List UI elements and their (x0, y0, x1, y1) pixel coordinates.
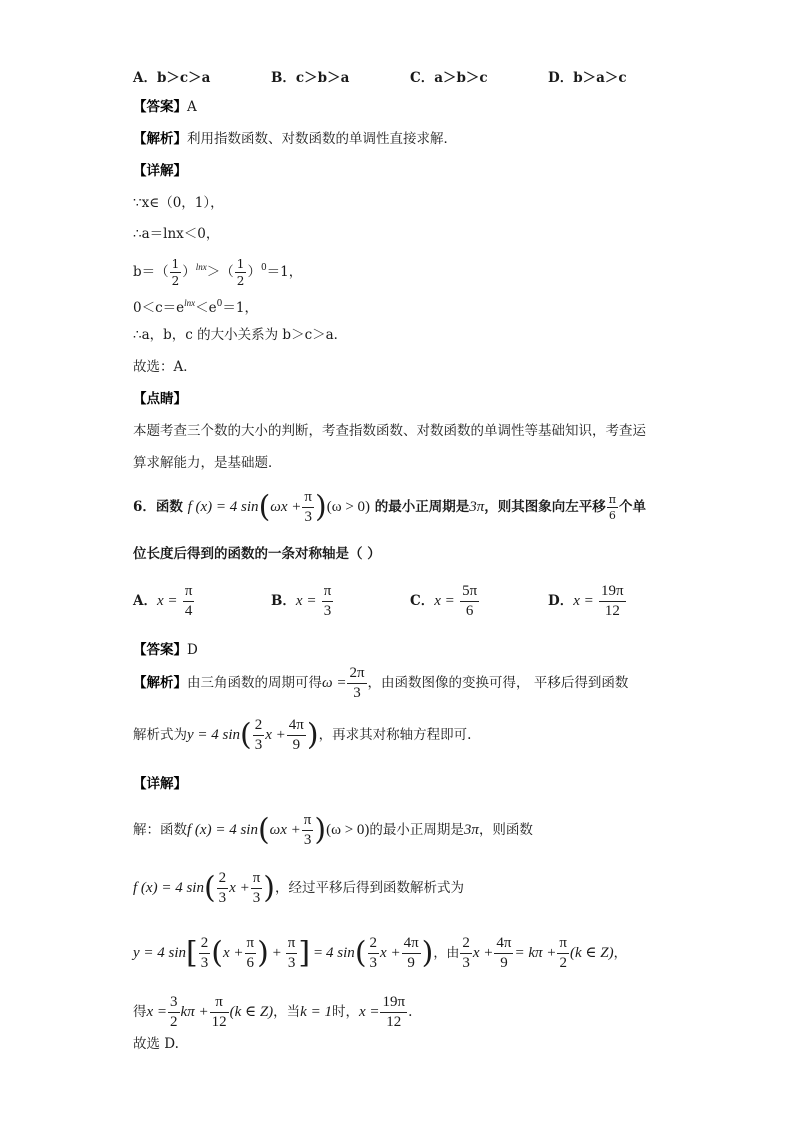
option-fraction (322, 584, 334, 619)
pi-over-3 (286, 936, 298, 971)
answer-value: D (187, 642, 198, 658)
q6-analysis-line-1 (133, 662, 628, 704)
s1-wx: ωx + (269, 822, 301, 838)
frac-den: 3 (287, 955, 296, 971)
q5-detail-line-3 (133, 249, 302, 290)
s1-post: 的最小正周期是 (369, 822, 464, 838)
stem-num: 6．函数 (133, 499, 183, 515)
frac-num: 2 (199, 936, 211, 954)
three-pi: 3π (469, 499, 485, 515)
detail-tag: 【详解】 (133, 776, 187, 792)
two-thirds (368, 936, 380, 971)
stem-end2: 个单 (618, 499, 646, 515)
s1-cond: (ω > 0) (326, 822, 370, 838)
s1-f: f (x) = 4 sin (187, 822, 258, 838)
frac-num: 2 (368, 936, 380, 954)
frac-num: π (251, 871, 263, 889)
y-eq: y = 4 sin (133, 945, 187, 961)
option-label: C． (410, 593, 435, 609)
frac-num: 4π (287, 718, 306, 736)
frac-den: 3 (323, 603, 332, 619)
frac-den: 2 (559, 955, 567, 971)
half-den: 2 (171, 274, 180, 288)
s2-f: f (x) = 4 sin (133, 880, 204, 896)
frac-den: 9 (407, 955, 415, 971)
s4-mid: ，当 (273, 1004, 301, 1020)
d4-b: ＜e (195, 300, 217, 316)
nineteen-pi-over-12 (380, 995, 407, 1030)
frac-num: π (302, 490, 314, 508)
analysis-text: 利用指数函数、对数函数的单调性直接求解． (187, 131, 457, 147)
x-eq-2: x = (358, 1004, 380, 1020)
detail-tag: 【详解】 (133, 163, 187, 179)
pi-over-3 (302, 490, 314, 525)
x-plus: x + (380, 945, 401, 961)
frac-den: 9 (500, 955, 508, 971)
frac-num: π (608, 493, 616, 506)
d4-c: ＝1， (222, 300, 258, 316)
stem-end: ，则其图象向左平移 (484, 499, 606, 515)
q5-detail-line-6: 故选：A． (133, 359, 197, 375)
d3-mid2: ＞（ (206, 264, 234, 280)
three-halves (168, 995, 180, 1030)
frac-num: π (557, 936, 569, 954)
frac-num: 2 (253, 718, 265, 736)
q5-option-d: D．b＞a＞c (548, 70, 627, 86)
option-lhs: x = (295, 593, 317, 609)
comma: ， (613, 946, 627, 961)
d3-mid: ） (182, 264, 196, 280)
option-lhs: x = (156, 593, 178, 609)
paren-close: ) (314, 812, 327, 848)
frac-den: 3 (252, 890, 261, 906)
pi-over-6 (607, 494, 618, 521)
frac-den: 3 (303, 832, 312, 848)
q5-detail-line-5: ∴a，b，c 的大小关系为 b＞c＞a． (133, 327, 348, 343)
option-label: A． (133, 593, 157, 609)
q6-option-d (548, 580, 627, 622)
d4-exp2: 0 (216, 299, 223, 309)
paren-close: ) (421, 935, 434, 971)
frac-den: 3 (218, 890, 227, 906)
q5-detail-line-1: ∵x∈（0，1）， (133, 195, 224, 211)
x-plus: x + (472, 945, 494, 961)
frac-den: 3 (200, 955, 209, 971)
paren-close: ) (314, 489, 327, 525)
d3-end: ） (247, 264, 261, 280)
frac-den: 4 (184, 603, 193, 619)
paren-open: ( (354, 935, 367, 971)
paren-open: ( (203, 870, 216, 906)
option-label: D． (548, 593, 574, 609)
d3-exp: lnx (195, 262, 207, 272)
option-fraction (599, 584, 626, 619)
a2-pre: 解析式为 (133, 727, 187, 743)
q6-solution-line-1 (133, 808, 533, 852)
frac-num: 2π (347, 666, 366, 684)
half-fraction-2 (235, 258, 247, 287)
q5-detail-line-2: ∴a＝lnx＜0， (133, 226, 220, 242)
s1-tail: ，则函数 (478, 822, 533, 838)
s1-three-pi: 3π (463, 822, 479, 838)
q6-option-c (410, 580, 480, 622)
q5-comment-line-2: 算求解能力，是基础题． (133, 455, 282, 471)
frac-num: π (302, 813, 314, 831)
paren-open: ( (257, 812, 270, 848)
two-thirds (217, 871, 229, 906)
q5-detail-line-4 (133, 293, 258, 318)
x-plus: x + (229, 880, 250, 896)
d3-pre: b＝（ (133, 264, 169, 280)
stem-cond: (ω > 0) (326, 499, 371, 515)
paren-close: ) (263, 870, 275, 906)
paren-open: ( (240, 717, 252, 753)
frac-den: 6 (246, 955, 255, 971)
frac-den: 12 (211, 1014, 227, 1030)
q6-final: 故选 D. (133, 1036, 179, 1052)
frac-den: 12 (604, 603, 620, 619)
two-thirds (253, 718, 265, 753)
omega-eq: ω = (322, 675, 347, 691)
frac-num: 4π (402, 936, 421, 954)
answer-tag: 【答案】 (133, 642, 187, 658)
frac-num: π (322, 584, 334, 602)
k-pi: kπ + (180, 1004, 209, 1020)
bracket-open: [ (186, 935, 198, 971)
half-fraction (170, 258, 182, 287)
q6-analysis-line-2 (133, 712, 471, 758)
a2-post: ，再求其对称轴方程即可. (318, 727, 472, 743)
half-num-2: 1 (236, 257, 245, 271)
q6-stem-line-2: 位长度后得到的函数的一条对称轴是（ ） (133, 546, 381, 562)
s2-post: ，经过平移后得到函数解析式为 (275, 880, 464, 896)
q6-option-a (133, 580, 195, 622)
frac-den: 3 (254, 737, 263, 753)
pi-over-12 (210, 995, 229, 1030)
s1-pre: 解：函数 (133, 822, 187, 838)
frac-den: 3 (304, 509, 312, 525)
frac-den: 3 (369, 955, 378, 971)
frac-num: 2 (460, 936, 472, 954)
answer-value: A (187, 99, 197, 115)
d3-exp2: 0 (260, 263, 267, 273)
frac-num: π (210, 995, 229, 1013)
pi-over-6 (245, 936, 257, 971)
k-eq: k = 1 (300, 1004, 332, 1020)
frac-den: 3 (353, 685, 361, 701)
analysis-tag: 【解析】 (133, 131, 187, 147)
x-plus: x + (222, 945, 244, 961)
option-fraction (183, 584, 195, 619)
pi-over-3 (302, 813, 314, 848)
stem-f: f (x) = 4 sin (187, 499, 259, 515)
frac-den: 6 (608, 509, 616, 522)
frac-num: 4π (494, 936, 513, 954)
paren-open: ( (211, 935, 223, 971)
q6-detail-tag (133, 774, 187, 794)
two-thirds (199, 936, 211, 971)
stem-wx: ωx + (270, 499, 302, 515)
frac-den: 2 (170, 1014, 178, 1030)
option-label: B． (271, 593, 296, 609)
frac-den: 9 (292, 737, 301, 753)
q5-option-a: A．b＞c＞a (133, 70, 211, 86)
period: . (408, 1004, 413, 1020)
frac-num: 3 (168, 995, 180, 1013)
q6-answer (133, 640, 198, 660)
frac-num: 19π (380, 995, 407, 1013)
q6-solution-line-3: y = 4 sin[ $\frac{2}{3}$ (x + $\frac{\pi}{6}$ ) + $\frac{\pi}{3}$ ] = 4 sin( $\frac{2}{3}$ x + $\frac{4\pi}{9}$ )，由 $\frac{2}{3}$ x + $\frac{4\pi}{9}$ = kπ + $\frac{\pi}{2}$ (k ∈ Z)， (133, 935, 627, 971)
s4-pre: 得 (133, 1004, 147, 1020)
analysis-tag: 【解析】 (133, 675, 187, 691)
stem-mid: 的最小正周期是 (374, 499, 470, 515)
x-eq: x = (146, 1004, 168, 1020)
d4-exp: lnx (184, 298, 196, 308)
paren-close: ) (306, 717, 319, 753)
q5-comment-tag (133, 389, 187, 409)
frac-num: 2 (217, 871, 229, 889)
q5-analysis (133, 129, 457, 149)
frac-den: 3 (462, 955, 470, 971)
frac-den: 6 (465, 603, 474, 619)
comment-tag: 【点睛】 (133, 391, 187, 407)
paren-close: ) (257, 935, 269, 971)
pi-over-2 (557, 936, 569, 971)
q6-solution-line-2 (133, 866, 464, 910)
q5-option-b: B．c＞b＞a (271, 70, 350, 86)
answer-tag: 【答案】 (133, 99, 187, 115)
frac-num: π (245, 936, 257, 954)
half-num: 1 (171, 257, 180, 271)
half-den-2: 2 (236, 274, 245, 288)
you: ，由 (433, 946, 460, 961)
q6-option-b (271, 580, 334, 622)
a1-post: ，由函数图像的变换可得， 平移后得到函数 (367, 675, 629, 691)
four-pi-over-9 (402, 936, 421, 971)
k-cond: (k ∈ Z) (569, 945, 614, 961)
y-eq: y = 4 sin (187, 727, 241, 743)
pi-over-3 (251, 871, 263, 906)
q6-stem-line-1 (133, 486, 646, 528)
q5-option-c: C．a＞b＞c (410, 70, 488, 86)
equals: = (313, 945, 323, 961)
x-plus: x + (265, 727, 286, 743)
k-pi-plus: = kπ + (514, 945, 557, 961)
paren-open: ( (258, 489, 271, 525)
four-pi-over-9 (287, 718, 306, 753)
frac-num: π (286, 936, 298, 954)
frac-den: 12 (386, 1014, 402, 1030)
bracket-close: ] (298, 935, 311, 971)
a1-pre: 由三角函数的周期可得 (187, 675, 322, 691)
d3-tail: ＝1， (266, 264, 303, 280)
frac-num: 19π (599, 584, 626, 602)
two-pi-over-3 (347, 666, 366, 701)
q5-answer (133, 97, 197, 117)
q5-comment-line-1: 本题考查三个数的大小的判断，考查指数函数、对数函数的单调性等基础知识，考查运 (133, 423, 646, 439)
two-thirds (460, 936, 472, 971)
option-lhs: x = (573, 593, 594, 609)
d4-a: 0＜c＝e (133, 300, 185, 316)
q5-detail-tag (133, 161, 187, 181)
four-pi-over-9 (494, 936, 513, 971)
k-cond: (k ∈ Z) (229, 1004, 274, 1020)
option-fraction (460, 584, 479, 619)
q6-solution-line-4 (133, 990, 412, 1034)
frac-num: π (183, 584, 195, 602)
frac-num: 5π (460, 584, 479, 602)
option-lhs: x = (434, 593, 455, 609)
s4-mid2: 时， (331, 1004, 359, 1020)
